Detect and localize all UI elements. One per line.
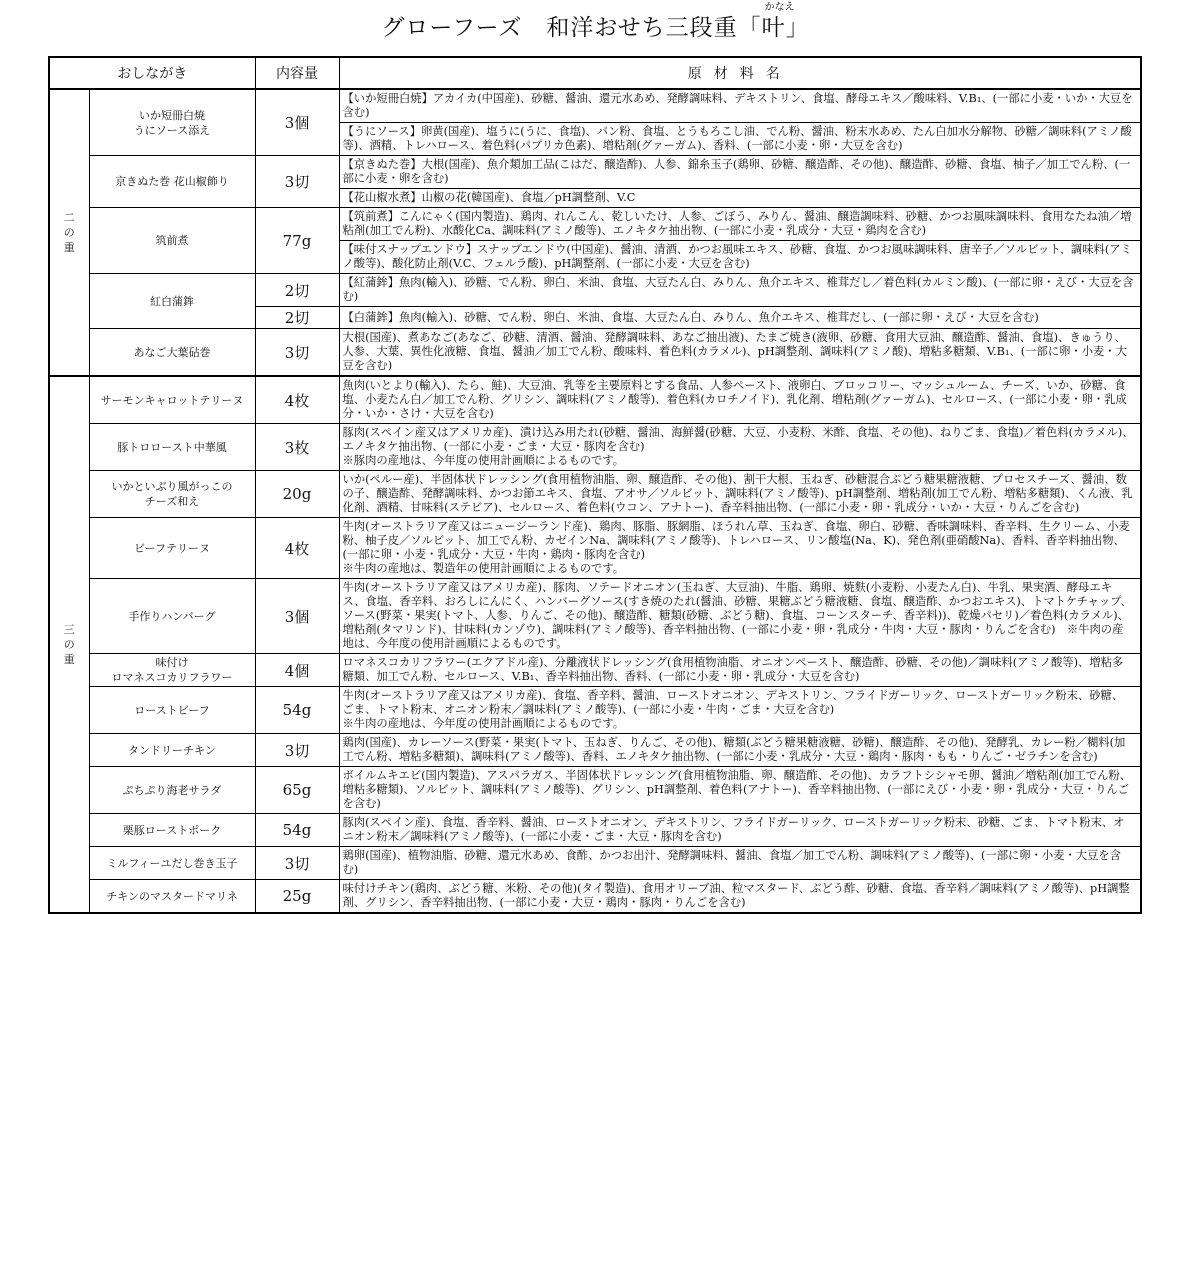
ingredients-line: ※牛肉の産地は、製造年の使用計画順によるものです。: [342, 562, 625, 575]
title-ruby-base: 叶: [761, 15, 786, 41]
title-bracket-close: 」: [785, 15, 810, 41]
header-qty: 内容量: [255, 57, 339, 89]
ingredients-cell: [339, 156, 1141, 189]
dish-name: [89, 156, 255, 208]
table-header-row: [49, 57, 1141, 89]
ingredients-cell: [339, 241, 1141, 274]
table-row: [49, 767, 1141, 814]
table-row: [49, 880, 1141, 914]
ingredients-cell: [339, 424, 1141, 471]
quantity-cell: 2切: [255, 307, 339, 329]
ingredients-line: 豚肉(スペイン産)、食塩、香辛料、醤油、ローストオニオン、デキストリン、フライドガーリック、ローストガーリック粉末、砂糖、ごま、トマト粉末、オニオン粉末／調味料(アミノ酸等)、(一部に小麦・ごま・大豆・豚肉を含む): [342, 816, 1125, 843]
quantity-cell: 2切: [255, 274, 339, 307]
section-label-char: の: [63, 226, 75, 239]
section-label: [49, 89, 89, 376]
table-row: [49, 156, 1141, 189]
quantity-cell: 54g: [255, 814, 339, 847]
dish-name-line: 筑前煮: [155, 234, 189, 247]
dish-name-line: ぷちぷり海老サラダ: [122, 783, 222, 797]
ingredients-line: 【筑前煮】こんにゃく(国内製造)、鶏肉、れんこん、乾しいたけ、人参、ごぼう、みりん、醤油、醸造調味料、砂糖、かつお風味調味料、食用なたね油／増粘剤(加工でん粉)、水酸化Ca、調味料(アミノ酸等)、エノキタケ抽出物、(一部に小麦・乳成分・大豆・鶏肉を含む): [342, 210, 1132, 237]
dish-name-line: 紅白蒲鉾: [150, 294, 194, 308]
dish-name-line: チーズ和え: [144, 495, 200, 508]
table-row: [49, 471, 1141, 518]
ingredients-line: ロマネスコカリフラワー(エクアドル産)、分離液状ドレッシング(食用植物油脂、オニオンペースト、醸造酢、砂糖、その他)／調味料(アミノ酸等)、増粘多糖類、加工でん粉、セルロース、V.B₁、香辛料抽出物、香料、(一部に小麦・卵・乳成分・大豆を含む): [342, 656, 1124, 683]
ingredients-cell: [339, 307, 1141, 329]
dish-name: [89, 654, 255, 687]
quantity-cell: 3切: [255, 847, 339, 880]
dish-name: [89, 847, 255, 880]
ingredients-line: ※牛肉の産地は、今年度の使用計画順によるものです。: [342, 717, 625, 730]
table-body: [49, 89, 1141, 913]
quantity-cell: 3切: [255, 734, 339, 767]
dish-name-line: あなご大葉砧巻: [133, 345, 211, 359]
dish-name-line: タンドリーチキン: [128, 743, 216, 757]
dish-name-line: いかといぶり風がっこの: [111, 480, 233, 493]
ingredients-cell: [339, 734, 1141, 767]
ingredients-line: 豚肉(スペイン産又はアメリカ産)、漬け込み用たれ(砂糖、醤油、海鮮醤(砂糖、大豆、小麦粉、米酢、食塩、その他)、ねりごま、食塩)／着色料(カラメル)、エノキタケ抽出物、(一部に小麦・ごま・大豆・豚肉を含む): [342, 426, 1134, 453]
ingredients-line: いか(ペルー産)、半固体状ドレッシング(食用植物油脂、卵、醸造酢、その他)、割干大根、玉ねぎ、砂糖混合ぶどう糖果糖液糖、プロセスチーズ、醤油、数の子、醸造酢、発酵調味料、かつお節エキス、食塩、アオサ／ソルビット、調味料(アミノ酸等)、pH調整剤、増粘剤(加工でん粉、増粘多糖類)、くん液、乳化剤、酒精、甘味料(ステビア)、セルロース、着色料(ウコン、アナトー)、香辛料抽出物、(一部に小麦・卵・乳成分・いか・大豆・りんごを含む): [342, 473, 1133, 514]
quantity-cell: 4枚: [255, 376, 339, 424]
table-row: [49, 376, 1141, 424]
dish-name-line: ミルフィーユだし巻き玉子: [106, 856, 238, 870]
dish-name: [89, 767, 255, 814]
ingredients-cell: [339, 518, 1141, 579]
ingredients-line: 【花山椒水煮】山椒の花(韓国産)、食塩／pH調整剤、V.C: [342, 191, 636, 204]
dish-name: [89, 376, 255, 424]
ingredients-cell: [339, 189, 1141, 208]
quantity-cell: 65g: [255, 767, 339, 814]
ingredients-line: 【京きぬた巻】大根(国産)、魚介類加工品(こはだ、醸造酢)、人参、錦糸玉子(鶏卵、砂糖、醸造酢、その他)、醸造酢、砂糖、食塩、柚子／加工でん粉、(一部に小麦・卵を含む): [342, 158, 1131, 185]
dish-name: [89, 208, 255, 274]
dish-name-line: 豚トロロースト中華風: [117, 440, 227, 454]
quantity-cell: 4枚: [255, 518, 339, 579]
table-row: [49, 734, 1141, 767]
dish-name: [89, 814, 255, 847]
dish-name-line: 栗豚ローストポーク: [122, 823, 222, 837]
ingredients-line: 鶏肉(国産)、カレーソース(野菜・果実(トマト、玉ねぎ、りんご、その他)、糖類(ぶどう糖果糖液糖、砂糖)、醸造酢、その他)、発酵乳、カレー粉／糊料(加工でん粉、増粘多糖類)、調味料(アミノ酸等)、香料、エノキタケ抽出物、(一部に小麦・乳成分・大豆・鶏肉・豚肉・もも・りんご・ゼラチンを含む): [342, 736, 1126, 763]
table-row: [49, 654, 1141, 687]
section-label-char: 重: [63, 241, 75, 254]
dish-name: [89, 471, 255, 518]
title-ruby: [761, 2, 795, 50]
ingredients-line: 魚肉(いとより(輸入)、たら、鮭)、大豆油、乳等を主要原料とする食品、人参ペースト、液卵白、ブロッコリー、マッシュルーム、チーズ、いか、砂糖、食塩、小麦たん白／加工でん粉、グリシン、調味料(アミノ酸等)、着色料(カロチノイド)、乳化剤、増粘剤(グァーガム)、セルロース、(一部に小麦・卵・乳成分・いか・さけ・大豆を含む): [342, 379, 1127, 420]
header-ingredients: 原材料名: [339, 57, 1141, 89]
ingredients-cell: [339, 376, 1141, 424]
ingredients-line: 【うにソース】卵黄(国産)、塩うに(うに、食塩)、パン粉、食塩、とうもろこし油、でん粉、醤油、粉末水あめ、たん白加水分解物、砂糖／調味料(アミノ酸等)、酒精、トレハロース、着色料(パプリカ色素)、増粘剤(グァーガム)、香料、(一部に小麦・卵・大豆を含む): [342, 125, 1132, 152]
section-label-char: 二: [63, 211, 75, 224]
dish-name-line: チキンのマスタードマリネ: [106, 889, 238, 903]
ingredients-line: ボイルムキエビ(国内製造)、アスパラガス、半固体状ドレッシング(食用植物油脂、卵、醸造酢、その他)、カラフトシシャモ卵、醤油／増粘剤(加工でん粉、増粘多糖類)、ソルビット、調味料(アミノ酸等)、グリシン、pH調整剤、着色料(アナトー)、香辛料抽出物、(一部にえび・小麦・卵・乳成分・大豆・りんごを含む): [342, 769, 1132, 810]
dish-name-line: うにソース添え: [133, 123, 211, 137]
table-row: [49, 329, 1141, 377]
dish-name-line: いか短冊白焼: [139, 108, 205, 122]
quantity-cell: 3個: [255, 579, 339, 654]
table-row: [49, 579, 1141, 654]
ingredients-cell: [339, 767, 1141, 814]
table-row: [49, 274, 1141, 307]
quantity-cell: 54g: [255, 687, 339, 734]
section-label-char: の: [63, 638, 75, 651]
dish-name-line: サーモンキャロットテリーヌ: [100, 393, 244, 407]
quantity-cell: 3切: [255, 329, 339, 377]
dish-name: [89, 89, 255, 156]
ingredients-line: 【いか短冊白焼】アカイカ(中国産)、砂糖、醤油、還元水あめ、発酵調味料、デキストリン、食塩、酵母エキス／酸味料、V.B₁、(一部に小麦・いか・大豆を含む): [342, 92, 1133, 119]
ingredients-line: 牛肉(オーストラリア産又はニュージーランド産)、鶏肉、豚脂、豚網脂、ほうれん草、玉ねぎ、食塩、卵白、砂糖、香味調味料、香辛料、生クリーム、小麦粉、柚子皮／ソルビット、加工でん粉、カゼインNa、調味料(アミノ酸等)、トレハロース、リン酸塩(Na、K)、発色剤(亜硝酸Na)、香料、香辛料抽出物、(一部に卵・小麦・乳成分・大豆・牛肉・鶏肉・豚肉を含む): [342, 520, 1130, 561]
page-title: [0, 2, 1191, 50]
ingredients-line: 【味付スナップエンドウ】スナップエンドウ(中国産)、醤油、清酒、かつお風味エキス、砂糖、食塩、かつお風味調味料、唐辛子／ソルビット、調味料(アミノ酸等)、酸化防止剤(V.C、フェルラ酸)、pH調整剤、(一部に小麦・大豆を含む): [342, 243, 1132, 270]
ingredients-cell: [339, 654, 1141, 687]
section-label: [49, 376, 89, 913]
ingredients-cell: [339, 687, 1141, 734]
dish-name: [89, 274, 255, 329]
dish-name-line: 味付け: [155, 656, 189, 669]
table-row: [49, 847, 1141, 880]
section-label-char: 三: [63, 623, 75, 636]
table-row: [49, 424, 1141, 471]
quantity-cell: 3枚: [255, 424, 339, 471]
ingredients-line: 牛肉(オーストラリア産又はアメリカ産)、食塩、香辛料、醤油、ローストオニオン、デキストリン、フライドガーリック、ローストガーリック粉末、砂糖、ごま、トマト粉末、オニオン粉末／調味料(アミノ酸等)、(一部に小麦・牛肉・ごま・大豆を含む): [342, 689, 1124, 716]
ingredients-cell: [339, 89, 1141, 123]
ingredients-cell: [339, 329, 1141, 377]
dish-name-line: 手作りハンバーグ: [128, 609, 216, 623]
dish-name-line: ロマネスコカリフラワー: [111, 671, 233, 684]
dish-name: [89, 734, 255, 767]
ingredients-cell: [339, 847, 1141, 880]
dish-name: [89, 329, 255, 377]
section-label-char: 重: [63, 653, 75, 666]
dish-name-line: ローストビーフ: [134, 703, 210, 717]
table-row: [49, 89, 1141, 123]
dish-name: [89, 880, 255, 914]
ingredients-cell: [339, 880, 1141, 914]
dish-name: [89, 424, 255, 471]
ingredients-cell: [339, 123, 1141, 156]
title-bracket-open: 「: [737, 15, 762, 41]
ingredients-cell: [339, 208, 1141, 241]
ingredients-line: 【紅蒲鉾】魚肉(輸入)、砂糖、でん粉、卵白、米油、食塩、大豆たん白、みりん、魚介エキス、椎茸だし／着色料(カルミン酸)、(一部に卵・えび・大豆を含む): [342, 276, 1134, 303]
ingredients-line: 味付けチキン(鶏肉、ぶどう糖、米粉、その他)(タイ製造)、食用オリーブ油、粒マスタード、ぶどう酢、砂糖、食塩、香辛料／調味料(アミノ酸等)、pH調整剤、グリシン、香辛料抽出物、(一部に小麦・大豆・鶏肉・豚肉・りんごを含む): [342, 882, 1130, 909]
title-ruby-reading: かなえ: [764, 2, 795, 13]
dish-name: [89, 579, 255, 654]
table-row: [49, 208, 1141, 241]
quantity-cell: 25g: [255, 880, 339, 914]
ingredients-line: 大根(国産)、煮あなご(あなご、砂糖、清酒、醤油、発酵調味料、あなご抽出液)、たまご焼き(液卵、砂糖、食用大豆油、醸造酢、醤油、食塩)、きゅうり、人参、大葉、異性化液糖、食塩、醤油／加工でん粉、酸味料、着色料(カラメル)、pH調整剤、調味料(アミノ酸)、増粘多糖類、V.B₁、(一部に卵・小麦・大豆を含む): [342, 331, 1127, 372]
ingredients-table: [48, 56, 1142, 914]
ingredients-line: 鶏卵(国産)、植物油脂、砂糖、還元水あめ、食酢、かつお出汁、発酵調味料、醤油、食塩／加工でん粉、調味料(アミノ酸等)、(一部に卵・小麦・大豆を含む): [342, 849, 1121, 876]
dish-name-line: 京きぬた巻 花山椒飾り: [115, 175, 229, 188]
table-row: [49, 687, 1141, 734]
quantity-cell: 3個: [255, 89, 339, 156]
ingredients-line: 牛肉(オーストラリア産又はアメリカ産)、豚肉、ソテードオニオン(玉ねぎ、大豆油)、牛脂、鶏卵、焼麩(小麦粉、小麦たん白)、牛乳、果実酒、酵母エキス、食塩、香辛料、おろしにんにく、ハンバーグソース(すき焼のたれ(醤油、砂糖、果糖ぶどう糖液糖、食塩、醸造酢、かつおエキス)、トマトケチャップ、ソース(野菜・果実(トマト、人参、りんご、その他)、醸造酢、糖類(砂糖、ぶどう糖)、食塩、コーンスターチ、香辛料))、乾燥パセリ)／着色料(カラメル)、増粘剤(タマリンド)、甘味料(カンゾウ)、調味料(アミノ酸等)、香辛料抽出物、(一部に小麦・卵・乳成分・牛肉・大豆・豚肉・りんごを含む) ※牛肉の産地は、今年度の使用計画順によるものです。: [342, 581, 1132, 650]
ingredients-cell: [339, 471, 1141, 518]
ingredients-line: 【白蒲鉾】魚肉(輸入)、砂糖、でん粉、卵白、米油、食塩、大豆たん白、みりん、魚介エキス、椎茸だし、(一部に卵・えび・大豆を含む): [342, 310, 1039, 324]
dish-name: [89, 687, 255, 734]
quantity-cell: 77g: [255, 208, 339, 274]
quantity-cell: 3切: [255, 156, 339, 208]
table-row: [49, 814, 1141, 847]
ingredients-cell: [339, 274, 1141, 307]
ingredients-cell: [339, 579, 1141, 654]
ingredients-cell: [339, 814, 1141, 847]
header-menu: おしながき: [49, 57, 255, 89]
title-text: グローフーズ 和洋おせち三段重: [381, 15, 738, 41]
table-row: [49, 518, 1141, 579]
dish-name-line: ビーフテリーヌ: [133, 541, 210, 555]
dish-name: [89, 518, 255, 579]
quantity-cell: 4個: [255, 654, 339, 687]
quantity-cell: 20g: [255, 471, 339, 518]
ingredients-line: ※豚肉の産地は、今年度の使用計画順によるものです。: [342, 454, 625, 467]
